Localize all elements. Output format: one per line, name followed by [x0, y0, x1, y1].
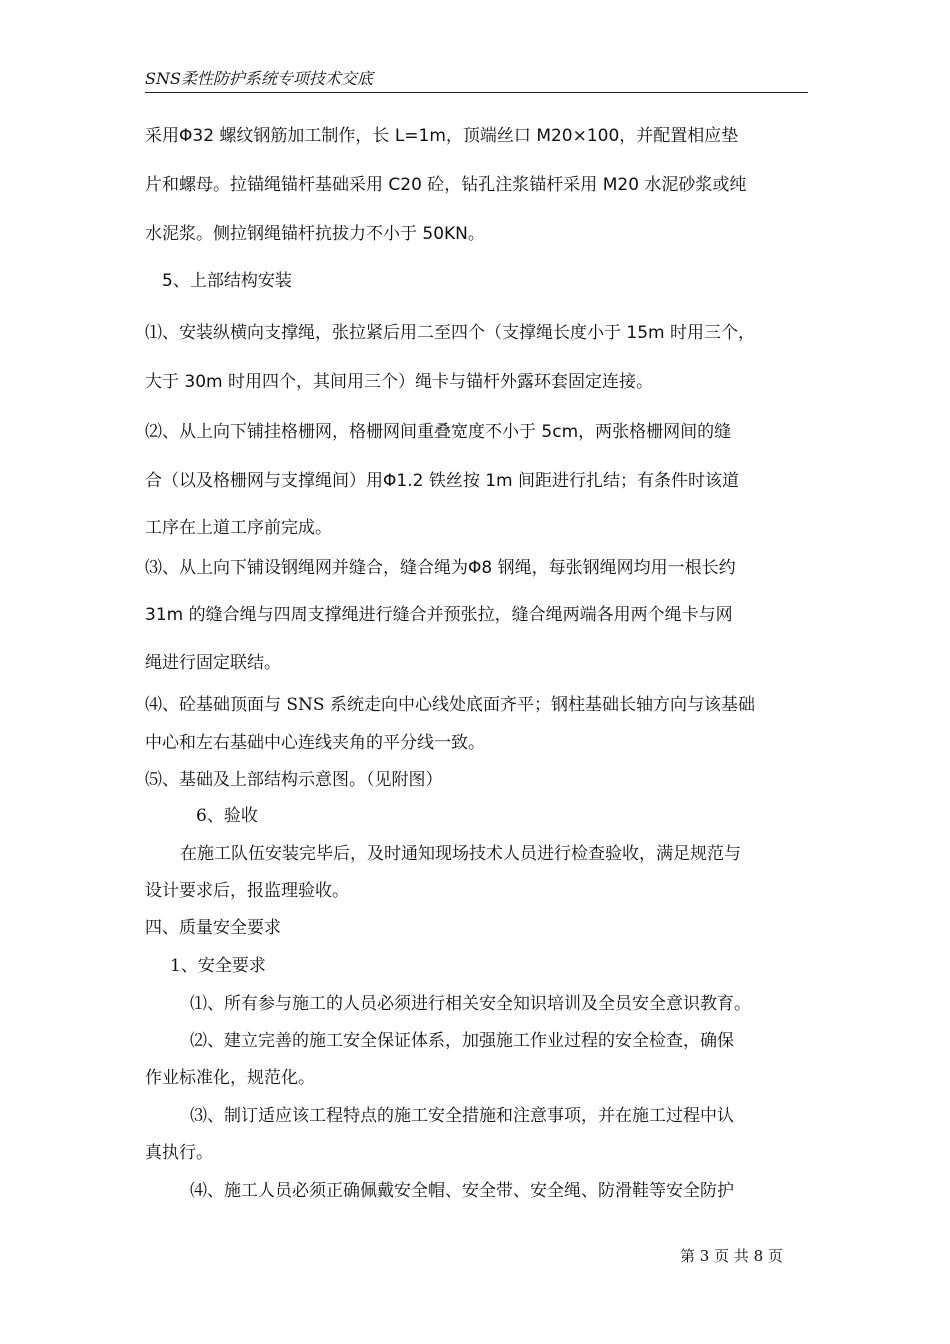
body-line: ⑴、安装纵横向支撑绳，张拉紧后用二至四个（支撑绳长度小于 15m 时用三个， [145, 323, 755, 343]
body-line: 大于 30m 时用四个，其间用三个）绳卡与锚杆外露环套固定连接。 [145, 372, 653, 392]
chapter-heading: 四、质量安全要求 [145, 918, 281, 938]
page-number: 第 3 页 共 8 页 [680, 1247, 783, 1265]
body-line: 在施工队伍安装完毕后，及时通知现场技术人员进行检查验收，满足规范与 [180, 844, 741, 864]
body-line: 合（以及格栅网与支撑绳间）用Φ1.2 铁丝按 1m 间距进行扎结；有条件时该道 [145, 471, 740, 491]
body-line: 片和螺母。拉锚绳锚杆基础采用 C20 砼，钻孔注浆锚杆采用 M20 水泥砂浆或纯 [145, 175, 747, 195]
body-line: 绳进行固定联结。 [145, 653, 281, 673]
body-line: ⑸、基础及上部结构示意图。（见附图） [145, 770, 443, 790]
body-line: 中心和左右基础中心连线夹角的平分线一致。 [145, 733, 485, 753]
body-line: 作业标准化，规范化。 [145, 1068, 315, 1088]
body-line: 工序在上道工序前完成。 [145, 518, 332, 538]
section-heading: 1、安全要求 [170, 956, 266, 976]
section-heading: 5、上部结构安装 [162, 271, 292, 291]
body-line: 采用Φ32 螺纹钢筋加工制作，长 L=1m，顶端丝口 M20×100，并配置相应垫 [145, 126, 739, 146]
body-line: ⑷、砼基础顶面与 SNS 系统走向中心线处底面齐平；钢柱基础长轴方向与该基础 [145, 695, 755, 715]
body-line: 设计要求后，报监理验收。 [145, 881, 349, 901]
body-line: 水泥浆。侧拉钢绳锚杆抗拔力不小于 50KN。 [145, 224, 485, 244]
body-line: ⑴、所有参与施工的人员必须进行相关安全知识培训及全员安全意识教育。 [190, 994, 751, 1014]
page-header [145, 66, 808, 93]
body-line: 31m 的缝合绳与四周支撑绳进行缝合并预张拉，缝合绳两端各用两个绳卡与网 [145, 605, 733, 625]
section-heading: 6、验收 [196, 806, 258, 826]
body-line: ⑵、从上向下铺挂格栅网，格栅网间重叠宽度不小于 5cm，两张格栅网间的缝 [145, 422, 732, 442]
body-line: 真执行。 [145, 1143, 213, 1163]
body-line: ⑵、建立完善的施工安全保证体系，加强施工作业过程的安全检查，确保 [190, 1031, 734, 1051]
body-line: ⑶、制订适应该工程特点的施工安全措施和注意事项，并在施工过程中认 [190, 1106, 734, 1126]
document-title: SNS柔性防护系统专项技术交底 [145, 69, 373, 88]
body-line: ⑶、从上向下铺设钢绳网并缝合，缝合绳为Φ8 钢绳，每张钢绳网均用一根长约 [145, 558, 736, 578]
body-line: ⑷、施工人员必须正确佩戴安全帽、安全带、安全绳、防滑鞋等安全防护 [190, 1181, 734, 1201]
